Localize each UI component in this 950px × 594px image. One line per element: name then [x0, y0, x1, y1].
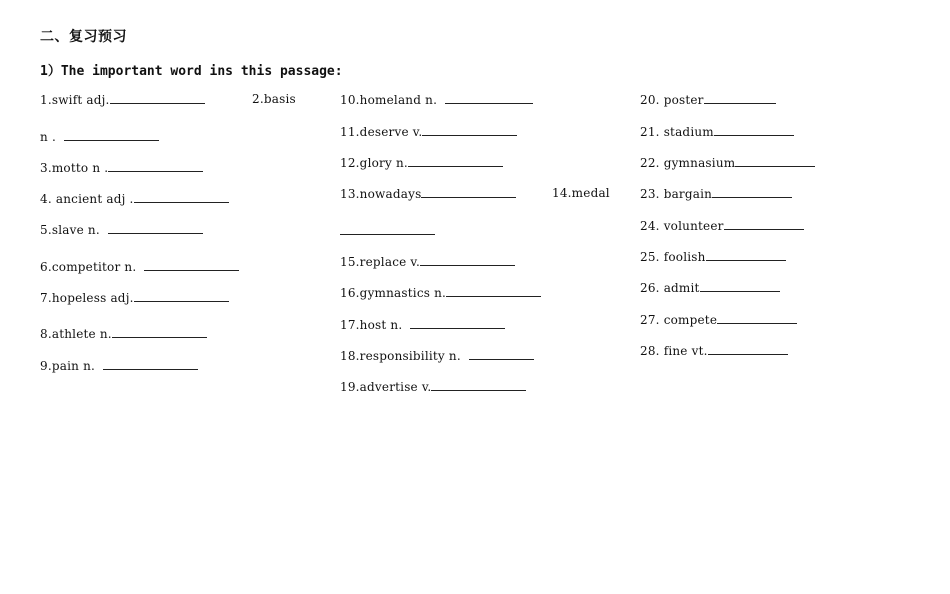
answer-blank[interactable]	[724, 217, 804, 230]
vocab-item-13	[340, 185, 516, 202]
answer-blank[interactable]	[64, 128, 159, 141]
vocab-term: 11.deserve v.	[340, 125, 423, 139]
answer-blank[interactable]	[700, 279, 780, 292]
vocab-term: 21. stadium	[640, 125, 714, 139]
vocab-term: 28. fine vt.	[640, 344, 708, 358]
answer-blank[interactable]	[446, 284, 541, 297]
answer-blank[interactable]	[340, 222, 435, 235]
vocab-term: 9.pain n.	[40, 359, 96, 373]
vocab-term: 18.responsibility n.	[340, 349, 461, 363]
vocab-term: 17.host n.	[340, 318, 403, 332]
vocab-term: 25. foolish	[640, 250, 706, 264]
vocab-item-26	[640, 279, 780, 296]
vocab-item-3	[40, 159, 203, 176]
vocab-term: 10.homeland n.	[340, 93, 438, 107]
vocab-item-1	[40, 91, 205, 108]
vocab-term: 23. bargain	[640, 187, 713, 201]
answer-blank[interactable]	[735, 154, 815, 167]
answer-blank[interactable]	[134, 190, 229, 203]
vocab-term: 6.competitor n.	[40, 260, 137, 274]
vocab-item-12	[340, 154, 503, 171]
vocab-item-6	[40, 258, 239, 275]
vocab-item-2-cont	[40, 128, 159, 145]
subtitle: 1）The important word ins this passage:	[40, 64, 343, 79]
answer-blank[interactable]	[422, 123, 517, 136]
vocab-term: 8.athlete n.	[40, 327, 112, 341]
vocab-item-15	[340, 253, 515, 270]
answer-blank[interactable]	[420, 253, 515, 266]
answer-blank[interactable]	[469, 347, 534, 360]
answer-blank[interactable]	[717, 311, 797, 324]
vocab-item-4	[40, 190, 229, 207]
vocab-term: 15.replace v.	[340, 255, 421, 269]
vocab-term: 26. admit	[640, 281, 700, 295]
vocab-term: 14.medal	[552, 186, 610, 200]
vocab-term: 27. compete	[640, 313, 718, 327]
answer-blank[interactable]	[706, 248, 786, 261]
vocab-term: 2.basis	[252, 92, 296, 106]
vocab-term: 13.nowadays	[340, 187, 422, 201]
vocab-item-19	[340, 378, 526, 395]
vocab-term: 12.glory n.	[340, 156, 408, 170]
vocab-item-14	[552, 185, 610, 201]
answer-blank[interactable]	[712, 185, 792, 198]
answer-blank[interactable]	[445, 91, 533, 104]
answer-blank[interactable]	[103, 357, 198, 370]
vocab-item-16	[340, 284, 541, 301]
vocab-item-7	[40, 289, 229, 306]
answer-blank[interactable]	[108, 221, 203, 234]
vocab-term: 22. gymnasium	[640, 156, 736, 170]
answer-blank[interactable]	[110, 91, 205, 104]
vocab-term: n .	[40, 130, 56, 144]
vocab-item-5	[40, 221, 203, 238]
vocab-item-20	[640, 91, 776, 108]
answer-blank[interactable]	[704, 91, 776, 104]
vocab-term: 16.gymnastics n.	[340, 286, 447, 300]
vocab-term: 7.hopeless adj.	[40, 291, 134, 305]
vocab-item-23	[640, 185, 792, 202]
vocab-term: 1.swift adj.	[40, 93, 110, 107]
answer-blank[interactable]	[708, 342, 788, 355]
vocab-item-11	[340, 123, 517, 140]
vocab-item-22	[640, 154, 815, 171]
vocab-item-9	[40, 357, 198, 374]
vocab-term: 4. ancient adj .	[40, 192, 134, 206]
vocab-term: 19.advertise v.	[340, 380, 432, 394]
answer-blank[interactable]	[714, 123, 794, 136]
answer-blank[interactable]	[144, 258, 239, 271]
vocab-item-28	[640, 342, 788, 359]
vocab-item-17	[340, 316, 505, 333]
vocab-item-18	[340, 347, 534, 364]
answer-blank[interactable]	[421, 185, 516, 198]
answer-blank[interactable]	[431, 378, 526, 391]
vocab-item-21	[640, 123, 794, 140]
answer-blank[interactable]	[134, 289, 229, 302]
vocab-term: 5.slave n.	[40, 223, 100, 237]
vocab-term: 20. poster	[640, 93, 704, 107]
answer-blank[interactable]	[408, 154, 503, 167]
vocab-item-24	[640, 217, 804, 234]
vocab-item-27	[640, 311, 797, 328]
vocab-item-10	[340, 91, 533, 108]
vocab-item-14-cont	[340, 222, 435, 239]
vocab-item-8	[40, 325, 207, 342]
vocab-term: 24. volunteer	[640, 219, 724, 233]
answer-blank[interactable]	[112, 325, 207, 338]
answer-blank[interactable]	[108, 159, 203, 172]
section-title: 二、复习预习	[40, 29, 127, 45]
vocab-item-2	[252, 91, 296, 107]
answer-blank[interactable]	[410, 316, 505, 329]
vocab-item-25	[640, 248, 786, 265]
vocab-term: 3.motto n .	[40, 161, 109, 175]
